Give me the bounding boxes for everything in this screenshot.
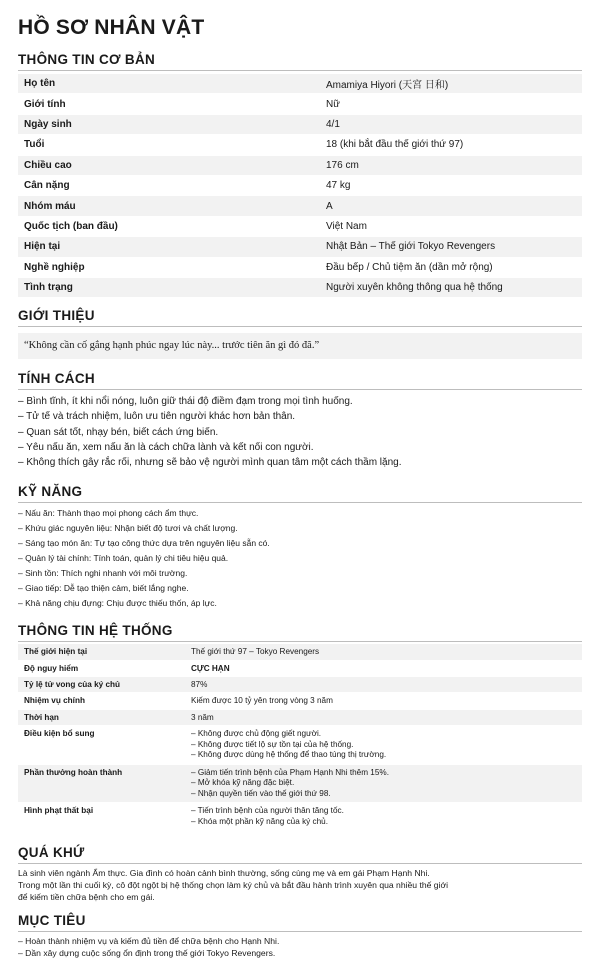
row-label: Phần thưởng hoàn thành bbox=[18, 764, 185, 803]
table-row bbox=[18, 114, 582, 134]
table-row bbox=[18, 257, 582, 277]
row-value: 47 kg bbox=[320, 175, 582, 195]
table-row bbox=[18, 726, 582, 765]
row-label: Thời hạn bbox=[18, 709, 185, 725]
row-value: 4/1 bbox=[320, 114, 582, 134]
table-row bbox=[18, 175, 582, 195]
personality-list bbox=[18, 394, 582, 470]
row-value: Người xuyên không thông qua hệ thống bbox=[320, 277, 582, 297]
row-value: Amamiya Hiyori (天宮 日和) bbox=[320, 74, 582, 94]
row-label: Hiện tại bbox=[18, 237, 320, 257]
skills-section bbox=[18, 484, 582, 611]
danger-level-value: CỰC HẠN bbox=[185, 660, 582, 676]
row-value bbox=[185, 803, 582, 831]
list-item: – Hoàn thành nhiệm vụ và kiếm đủ tiền để chữa bệnh cho Hạnh Nhi. bbox=[18, 936, 280, 947]
system-info-table bbox=[18, 644, 582, 831]
row-value: Nhật Bản – Thế giới Tokyo Revengers bbox=[320, 237, 582, 257]
basic-info-section bbox=[18, 52, 582, 298]
list-item: – Yêu nấu ăn, xem nấu ăn là cách chữa lành và kết nối con người. bbox=[18, 441, 314, 453]
row-label: Tỷ lệ tử vong của ký chủ bbox=[18, 677, 185, 693]
basic-info-table bbox=[18, 74, 582, 298]
value-line: – Khóa một phần kỹ năng của ký chủ. bbox=[191, 816, 329, 826]
table-row bbox=[18, 677, 582, 693]
row-label: Điều kiện bổ sung bbox=[18, 726, 185, 765]
value-line: – Mở khóa kỹ năng đặc biệt. bbox=[191, 778, 295, 788]
page-title: HỒ SƠ NHÂN VẬT bbox=[18, 16, 205, 39]
row-label: Nhóm máu bbox=[18, 196, 320, 216]
list-item: – Sinh tồn: Thích nghi nhanh với môi trường. bbox=[18, 568, 188, 579]
table-row bbox=[18, 709, 582, 725]
row-value: Thế giới thứ 97 – Tokyo Revengers bbox=[185, 644, 582, 660]
goals-heading: MỤC TIÊU bbox=[18, 913, 582, 932]
table-row bbox=[18, 764, 582, 803]
list-item: – Tử tế và trách nhiệm, luôn ưu tiên người khác hơn bản thân. bbox=[18, 411, 296, 423]
table-row bbox=[18, 644, 582, 660]
table-row bbox=[18, 803, 582, 831]
row-value: 3 năm bbox=[185, 709, 582, 725]
list-item: – Bình tĩnh, ít khi nổi nóng, luôn giữ thái độ điềm đạm trong mọi tình huống. bbox=[18, 396, 353, 408]
intro-section bbox=[18, 308, 582, 359]
past-text bbox=[18, 867, 582, 903]
personality-section bbox=[18, 371, 582, 470]
row-label: Hình phạt thất bại bbox=[18, 803, 185, 831]
value-line: – Không được tiết lộ sự tồn tại của hệ thống. bbox=[191, 739, 354, 749]
table-row bbox=[18, 693, 582, 709]
paragraph-line: Trong một lần thi cuối kỳ, cô đột ngột bị hệ thống chọn làm ký chủ và bắt đầu hành trình xuyên qua nhiều thế giới bbox=[18, 880, 449, 891]
row-value bbox=[185, 726, 582, 765]
list-item: – Không thích gây rắc rối, nhưng sẽ bảo vệ người mình quan tâm một cách thầm lặng. bbox=[18, 457, 402, 469]
skills-list bbox=[18, 506, 582, 611]
value-line: – Giảm tiến trình bệnh của Phạm Hạnh Nhi thêm 15%. bbox=[191, 767, 389, 777]
row-value: A bbox=[320, 196, 582, 216]
intro-heading: GIỚI THIỆU bbox=[18, 308, 582, 327]
row-label: Ngày sinh bbox=[18, 114, 320, 134]
row-label: Độ nguy hiểm bbox=[18, 660, 185, 676]
goals-list bbox=[18, 935, 582, 959]
row-value: Đầu bếp / Chủ tiệm ăn (dần mở rộng) bbox=[320, 257, 582, 277]
goals-section bbox=[18, 913, 582, 959]
value-line: – Không được dùng hệ thống để thao túng thị trường. bbox=[191, 750, 387, 760]
row-label: Nhiệm vụ chính bbox=[18, 693, 185, 709]
row-label: Nghề nghiệp bbox=[18, 257, 320, 277]
table-row bbox=[18, 237, 582, 257]
row-label: Chiều cao bbox=[18, 155, 320, 175]
row-label: Cân nặng bbox=[18, 175, 320, 195]
intro-quote: “Không cần cố gắng hạnh phúc ngay lúc này... trước tiên ăn gì đó đã.” bbox=[18, 333, 582, 359]
row-value: Kiếm được 10 tỷ yên trong vòng 3 năm bbox=[185, 693, 582, 709]
row-label: Họ tên bbox=[18, 74, 320, 94]
paragraph-line: để kiếm tiền chữa bệnh cho em gái. bbox=[18, 892, 155, 903]
table-row bbox=[18, 94, 582, 114]
value-line: – Không được chủ động giết người. bbox=[191, 729, 322, 739]
skills-heading: KỸ NĂNG bbox=[18, 484, 582, 503]
list-item: – Giao tiếp: Dễ tạo thiện cảm, biết lắng nghe. bbox=[18, 583, 189, 594]
basic-info-heading: THÔNG TIN CƠ BẢN bbox=[18, 52, 582, 71]
row-value: Nữ bbox=[320, 94, 582, 114]
list-item: – Dần xây dựng cuộc sống ổn định trong thế giới Tokyo Revengers. bbox=[18, 948, 276, 959]
row-value: 176 cm bbox=[320, 155, 582, 175]
row-label: Tuổi bbox=[18, 135, 320, 155]
list-item: – Quan sát tốt, nhạy bén, biết cách ứng biến. bbox=[18, 426, 219, 438]
row-label: Tình trạng bbox=[18, 277, 320, 297]
row-value: Việt Nam bbox=[320, 216, 582, 236]
table-row bbox=[18, 135, 582, 155]
list-item: – Nấu ăn: Thành thạo mọi phong cách ẩm thực. bbox=[18, 508, 199, 519]
past-section bbox=[18, 845, 582, 903]
system-info-section bbox=[18, 623, 582, 831]
list-item: – Sáng tạo món ăn: Tự tạo công thức dựa trên nguyên liệu sẵn có. bbox=[18, 538, 270, 549]
value-line: – Tiến trình bệnh của người thân tăng tốc. bbox=[191, 806, 344, 816]
table-row bbox=[18, 277, 582, 297]
value-line: – Nhận quyền tiến vào thế giới thứ 98. bbox=[191, 788, 331, 798]
list-item: – Quản lý tài chính: Tính toán, quản lý chi tiêu hiệu quả. bbox=[18, 553, 229, 564]
table-row bbox=[18, 660, 582, 676]
table-row bbox=[18, 155, 582, 175]
row-value: 18 (khi bắt đầu thế giới thứ 97) bbox=[320, 135, 582, 155]
list-item: – Khứu giác nguyên liệu: Nhận biết độ tươi và chất lượng. bbox=[18, 523, 238, 534]
row-label: Quốc tịch (ban đầu) bbox=[18, 216, 320, 236]
row-label: Giới tính bbox=[18, 94, 320, 114]
table-row bbox=[18, 196, 582, 216]
past-heading: QUÁ KHỨ bbox=[18, 845, 582, 864]
row-value: 87% bbox=[185, 677, 582, 693]
list-item: – Khả năng chịu đựng: Chịu được thiếu thốn, áp lực. bbox=[18, 598, 217, 609]
system-info-heading: THÔNG TIN HỆ THỐNG bbox=[18, 623, 582, 642]
table-row bbox=[18, 216, 582, 236]
row-value bbox=[185, 764, 582, 803]
personality-heading: TÍNH CÁCH bbox=[18, 371, 582, 390]
table-row bbox=[18, 74, 582, 94]
row-label: Thế giới hiện tại bbox=[18, 644, 185, 660]
paragraph-line: Là sinh viên ngành Ẩm thực. Gia đình có hoàn cảnh bình thường, sống cùng mẹ và em gái Phạm Hạnh Nhi. bbox=[18, 868, 430, 879]
